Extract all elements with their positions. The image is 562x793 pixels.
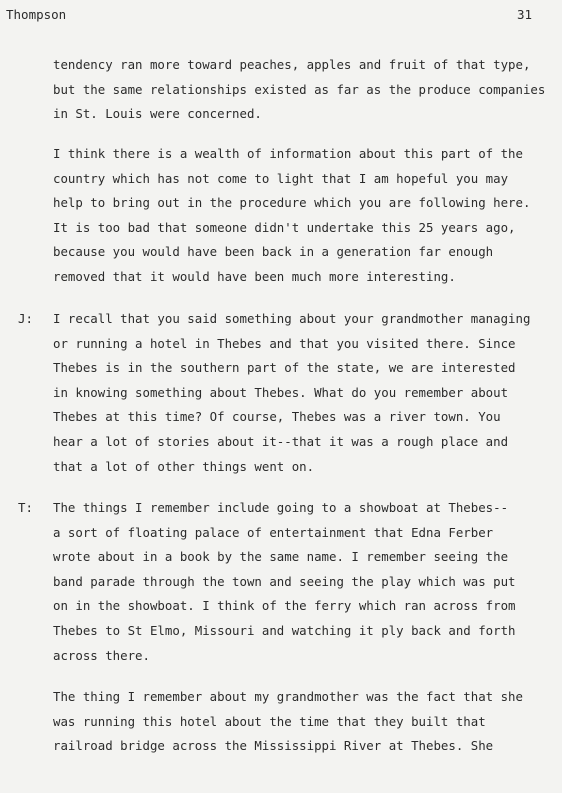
text-line: tendency ran more toward peaches, apples and fruit of that type, — [53, 57, 531, 72]
paragraph — [53, 311, 553, 483]
text-line: The thing I remember about my grandmother was the fact that she — [53, 689, 523, 704]
text-line: country which has not come to light that I am hopeful you may — [53, 170, 509, 186]
page-number: 31 — [517, 7, 533, 22]
text-line: help to bring out in the procedure which you are following here. — [53, 195, 531, 211]
text-line: Thebes at this time? Of course, Thebes was a river town. You — [53, 409, 501, 425]
paragraph — [53, 500, 553, 672]
text-line: because you would have been back in a generation far enough — [53, 244, 494, 260]
text-line: The things I remember include going to a showboat at Thebes-- — [53, 500, 509, 515]
text-line: railroad bridge across the Mississippi River at Thebes. She — [53, 738, 494, 754]
speaker-label: J: — [18, 311, 33, 326]
text-line: wrote about in a book by the same name. I remember seeing the — [53, 549, 509, 565]
paragraph — [53, 146, 553, 294]
text-line: a sort of floating palace of entertainment that Edna Ferber — [53, 524, 494, 540]
text-line: I recall that you said something about your grandmother managing — [53, 311, 531, 326]
paragraph — [53, 689, 553, 763]
text-line: on in the showboat. I think of the ferry which ran across from — [53, 598, 516, 614]
text-line: It is too bad that someone didn't undertake this 25 years ago, — [53, 219, 516, 235]
text-line: or running a hotel in Thebes and that you visited there. Since — [53, 335, 516, 351]
text-line: that a lot of other things went on. — [53, 458, 315, 474]
text-line: across there. — [53, 647, 150, 663]
text-line: band parade through the town and seeing the play which was put — [53, 573, 516, 589]
text-line: Thebes to St Elmo, Missouri and watching it ply back and forth — [53, 622, 516, 638]
text-line: but the same relationships existed as far as the produce companies — [53, 81, 546, 97]
paragraph — [53, 57, 553, 131]
speaker-label: T: — [18, 500, 33, 515]
text-line: in St. Louis were concerned. — [53, 106, 262, 122]
text-line: removed that it would have been much more interesting. — [53, 268, 456, 284]
text-line: Thebes is in the southern part of the state, we are interested — [53, 360, 516, 376]
header-name: Thompson — [6, 7, 67, 22]
text-line: was running this hotel about the time that they built that — [53, 713, 486, 729]
text-line: hear a lot of stories about it--that it was a rough place and — [53, 433, 509, 449]
text-line: in knowing something about Thebes. What do you remember about — [53, 384, 509, 400]
text-line: I think there is a wealth of information about this part of the — [53, 146, 523, 161]
